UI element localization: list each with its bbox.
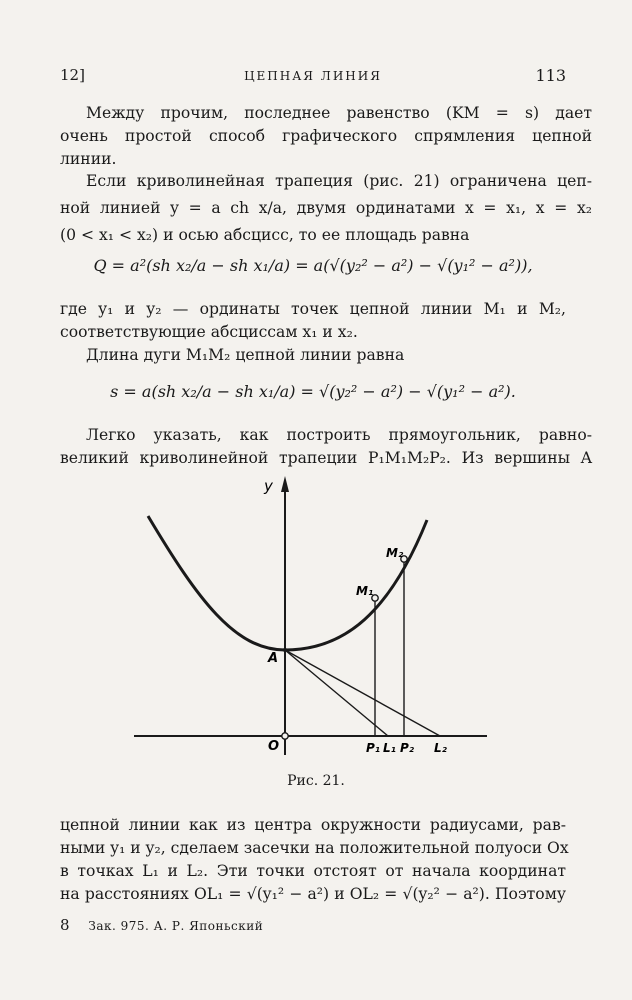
signature-number: 8 bbox=[60, 916, 71, 934]
printer-footer bbox=[60, 916, 263, 934]
text-line: на расстояниях OL₁ = √(y₁² − a²) и OL₂ = √(y₂² − a²). Поэтому bbox=[60, 885, 566, 903]
label-y: y bbox=[264, 477, 273, 495]
paragraph-5 bbox=[60, 424, 592, 470]
point-origin bbox=[282, 733, 288, 739]
printer-note: Зак. 975. А. Р. Японьский bbox=[88, 919, 264, 933]
text-line: Легко указать, как построить прямоугольник, равно- bbox=[86, 426, 592, 444]
label-l1: L₁ bbox=[383, 741, 396, 755]
text-line: цепной линии как из центра окружности радиусами, рав- bbox=[60, 816, 566, 834]
label-a: A bbox=[268, 651, 279, 666]
catenary-curve bbox=[148, 516, 427, 650]
figure-caption: Рис. 21. bbox=[287, 773, 345, 789]
page-number: 113 bbox=[535, 66, 566, 85]
figure-21-catenary bbox=[0, 470, 632, 770]
label-p2: P₂ bbox=[400, 741, 415, 755]
paragraph-1 bbox=[60, 102, 592, 171]
formula-area: Q = a²(sh x₂/a − sh x₁/a) = a(√(y₂² − a²) − √(y₁² − a²)), bbox=[93, 256, 533, 275]
text-line: в точках L₁ и L₂. Эти точки отстоят от начала координат bbox=[60, 862, 566, 880]
formula-arc-length: s = a(sh x₂/a − sh x₁/a) = √(y₂² − a²) − √(y₁² − a²). bbox=[110, 382, 516, 401]
segment-a-l1 bbox=[285, 650, 388, 736]
text-line: ными y₁ и y₂, сделаем засечки на положительной полуоси Ox bbox=[60, 839, 569, 857]
text-line: соответствующие абсциссам x₁ и x₂. bbox=[60, 323, 358, 341]
running-header bbox=[60, 66, 566, 86]
text-line: очень простой способ графического спрямления цепной bbox=[60, 127, 592, 145]
text-line: Между прочим, последнее равенство (KM = s) дает bbox=[86, 104, 592, 122]
text-line: где y₁ и y₂ — ординаты точек цепной линии M₁ и M₂, bbox=[60, 300, 566, 318]
paragraph-6 bbox=[60, 814, 569, 906]
text-line: Если криволинейная трапеция (рис. 21) ограничена цеп- bbox=[86, 172, 592, 190]
text-line: линии. bbox=[60, 150, 117, 168]
segment-a-l2 bbox=[285, 650, 440, 736]
text-line: ной линией y = a ch x/a, двумя ординатами x = x₁, x = x₂ bbox=[60, 199, 592, 217]
point-a bbox=[283, 648, 287, 652]
paragraph-2 bbox=[60, 170, 592, 247]
label-m1: M₁ bbox=[356, 584, 374, 598]
label-origin: O bbox=[268, 739, 280, 754]
label-m2: M₂ bbox=[386, 546, 404, 560]
text-line: (0 < x₁ < x₂) и осью абсцисс, то ее площадь равна bbox=[60, 226, 470, 244]
chapter-title: ЦЕПНАЯ ЛИНИЯ bbox=[244, 69, 382, 83]
y-axis-arrow bbox=[281, 476, 289, 492]
label-l2: L₂ bbox=[434, 741, 447, 755]
section-number: 12] bbox=[60, 66, 85, 84]
text-line: Длина дуги M₁M₂ цепной линии равна bbox=[86, 346, 405, 364]
text-line: великий криволинейной трапеции P₁M₁M₂P₂. Из вершины A bbox=[60, 449, 592, 467]
label-p1: P₁ bbox=[366, 741, 381, 755]
paragraph-3 bbox=[60, 298, 566, 344]
paragraph-4 bbox=[60, 344, 592, 367]
